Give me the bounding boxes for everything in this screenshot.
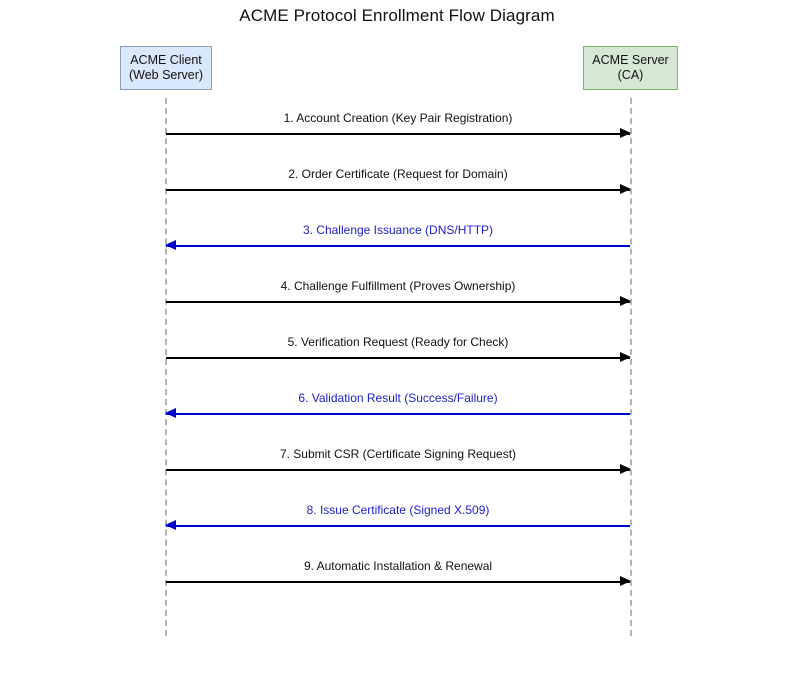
- participant-server-line2: (CA): [617, 68, 644, 82]
- message-9-line: [166, 581, 630, 583]
- arrow-left-icon: [165, 408, 176, 418]
- arrow-right-icon: [620, 128, 631, 138]
- arrow-right-icon: [620, 352, 631, 362]
- diagram-title: ACME Protocol Enrollment Flow Diagram: [239, 6, 555, 25]
- message-2-label: 2. Order Certificate (Request for Domain): [288, 167, 508, 181]
- arrow-left-icon: [165, 520, 176, 530]
- arrow-right-icon: [620, 576, 631, 586]
- message-6-label: 6. Validation Result (Success/Failure): [298, 391, 498, 405]
- lifeline-acme-server: [630, 98, 632, 636]
- message-9-label: 9. Automatic Installation & Renewal: [303, 559, 493, 573]
- message-5-label: 5. Verification Request (Ready for Check): [287, 335, 509, 349]
- message-6-line: [166, 413, 630, 415]
- message-3-line: [166, 245, 630, 247]
- message-7-label: 7. Submit CSR (Certificate Signing Request): [279, 447, 517, 461]
- arrow-right-icon: [620, 296, 631, 306]
- arrow-right-icon: [620, 464, 631, 474]
- message-1-line: [166, 133, 630, 135]
- participant-acme-client[interactable]: [120, 46, 212, 90]
- message-8-label: 8. Issue Certificate (Signed X.509): [306, 503, 490, 517]
- message-8-line: [166, 525, 630, 527]
- participant-acme-server[interactable]: [583, 46, 678, 90]
- message-2-line: [166, 189, 630, 191]
- message-5-line: [166, 357, 630, 359]
- message-7-line: [166, 469, 630, 471]
- arrow-left-icon: [165, 240, 176, 250]
- participant-client-line1: ACME Client: [130, 53, 202, 67]
- message-3-label: 3. Challenge Issuance (DNS/HTTP): [302, 223, 494, 237]
- arrow-right-icon: [620, 184, 631, 194]
- message-4-line: [166, 301, 630, 303]
- message-1-label: 1. Account Creation (Key Pair Registration): [283, 111, 513, 125]
- message-4-label: 4. Challenge Fulfillment (Proves Ownership): [280, 279, 516, 293]
- participant-client-line2: (Web Server): [128, 68, 204, 82]
- participant-server-line1: ACME Server: [592, 53, 669, 67]
